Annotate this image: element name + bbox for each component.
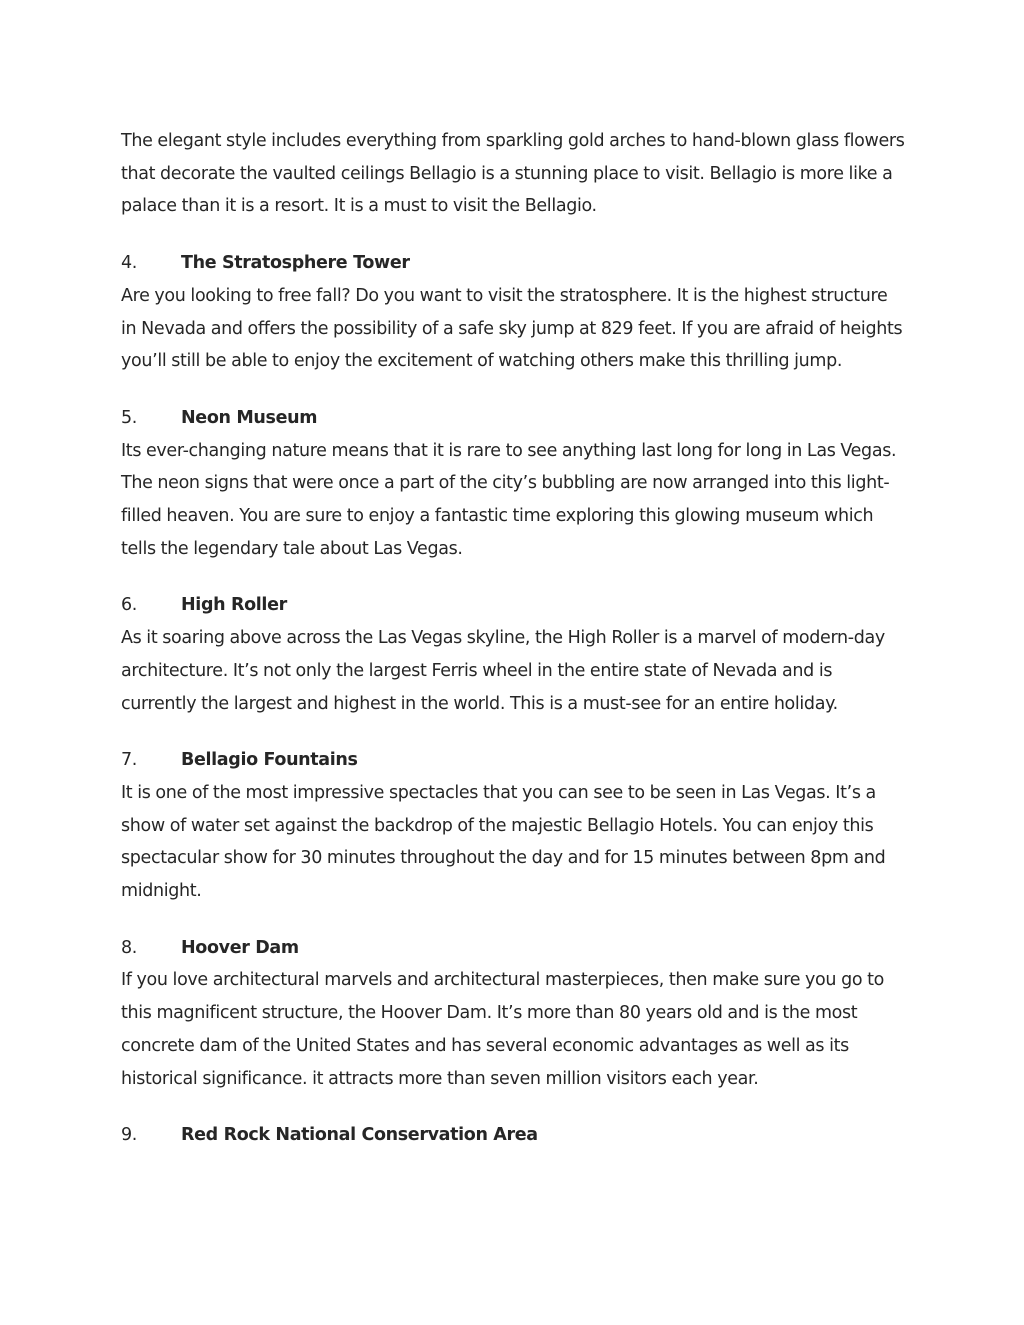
section-body: Are you looking to free fall? Do you want to visit the stratosphere. It is the highest structure in Nevada and offers the possibility of a safe sky jump at 829 feet. If you are afraid of heights you’ll still be able to enjoy the excitement of watching others make this thrilling jump. (121, 285, 903, 372)
section-neon-museum (121, 402, 906, 566)
section-number: 5. (121, 407, 137, 428)
section-heading (121, 744, 906, 777)
section-title: Bellagio Fountains (181, 750, 358, 771)
section-title: Red Rock National Conservation Area (181, 1125, 538, 1146)
intro-paragraph: The elegant style includes everything from sparkling gold arches to hand-blown glass flowers that decorate the vaulted ceilings Bellagio is a stunning place to visit. Bellagio is more like a palace than it is a resort. It is a must to visit the Bellagio. (121, 131, 905, 217)
section-heading (121, 1119, 906, 1152)
section-stratosphere-tower (121, 247, 906, 378)
section-title: Neon Museum (181, 407, 318, 428)
document-body (121, 125, 906, 1152)
section-hoover-dam (121, 932, 906, 1096)
section-heading (121, 589, 906, 622)
section-number: 8. (121, 937, 137, 958)
section-red-rock (121, 1119, 906, 1152)
section-heading (121, 247, 906, 280)
section-number: 6. (121, 595, 137, 616)
section-high-roller (121, 589, 906, 720)
section-body: If you love architectural marvels and architectural masterpieces, then make sure you go to this magnificent structure, the Hoover Dam. It’s more than 80 years old and is the most concrete dam of the United States and has several economic advantages as well as its historical significance. it attracts more than seven million visitors each year. (121, 970, 884, 1089)
section-number: 7. (121, 750, 137, 771)
section-bellagio-fountains (121, 744, 906, 908)
section-body: It is one of the most impressive spectacles that you can see to be seen in Las Vegas. It’s a show of water set against the backdrop of the majestic Bellagio Hotels. You can enjoy this spectacular show for 30 minutes throughout the day and for 15 minutes between 8pm and midnight. (121, 782, 886, 902)
section-title: High Roller (181, 595, 287, 616)
section-title: The Stratosphere Tower (181, 253, 410, 274)
section-title: Hoover Dam (181, 937, 299, 958)
section-number: 9. (121, 1125, 137, 1146)
section-heading (121, 402, 906, 435)
section-heading (121, 932, 906, 965)
section-number: 4. (121, 253, 137, 274)
section-body: As it soaring above across the Las Vegas skyline, the High Roller is a marvel of modern-day architecture. It’s not only the largest Ferris wheel in the entire state of Nevada and is currently the largest and highest in the world. This is a must-see for an entire holiday. (121, 628, 885, 714)
section-body: Its ever-changing nature means that it is rare to see anything last long for long in Las Vegas. The neon signs that were once a part of the city’s bubbling are now arranged into this light-filled heaven. You are sure to enjoy a fantastic time exploring this glowing museum which tells the legendary tale about Las Vegas. (121, 440, 897, 559)
